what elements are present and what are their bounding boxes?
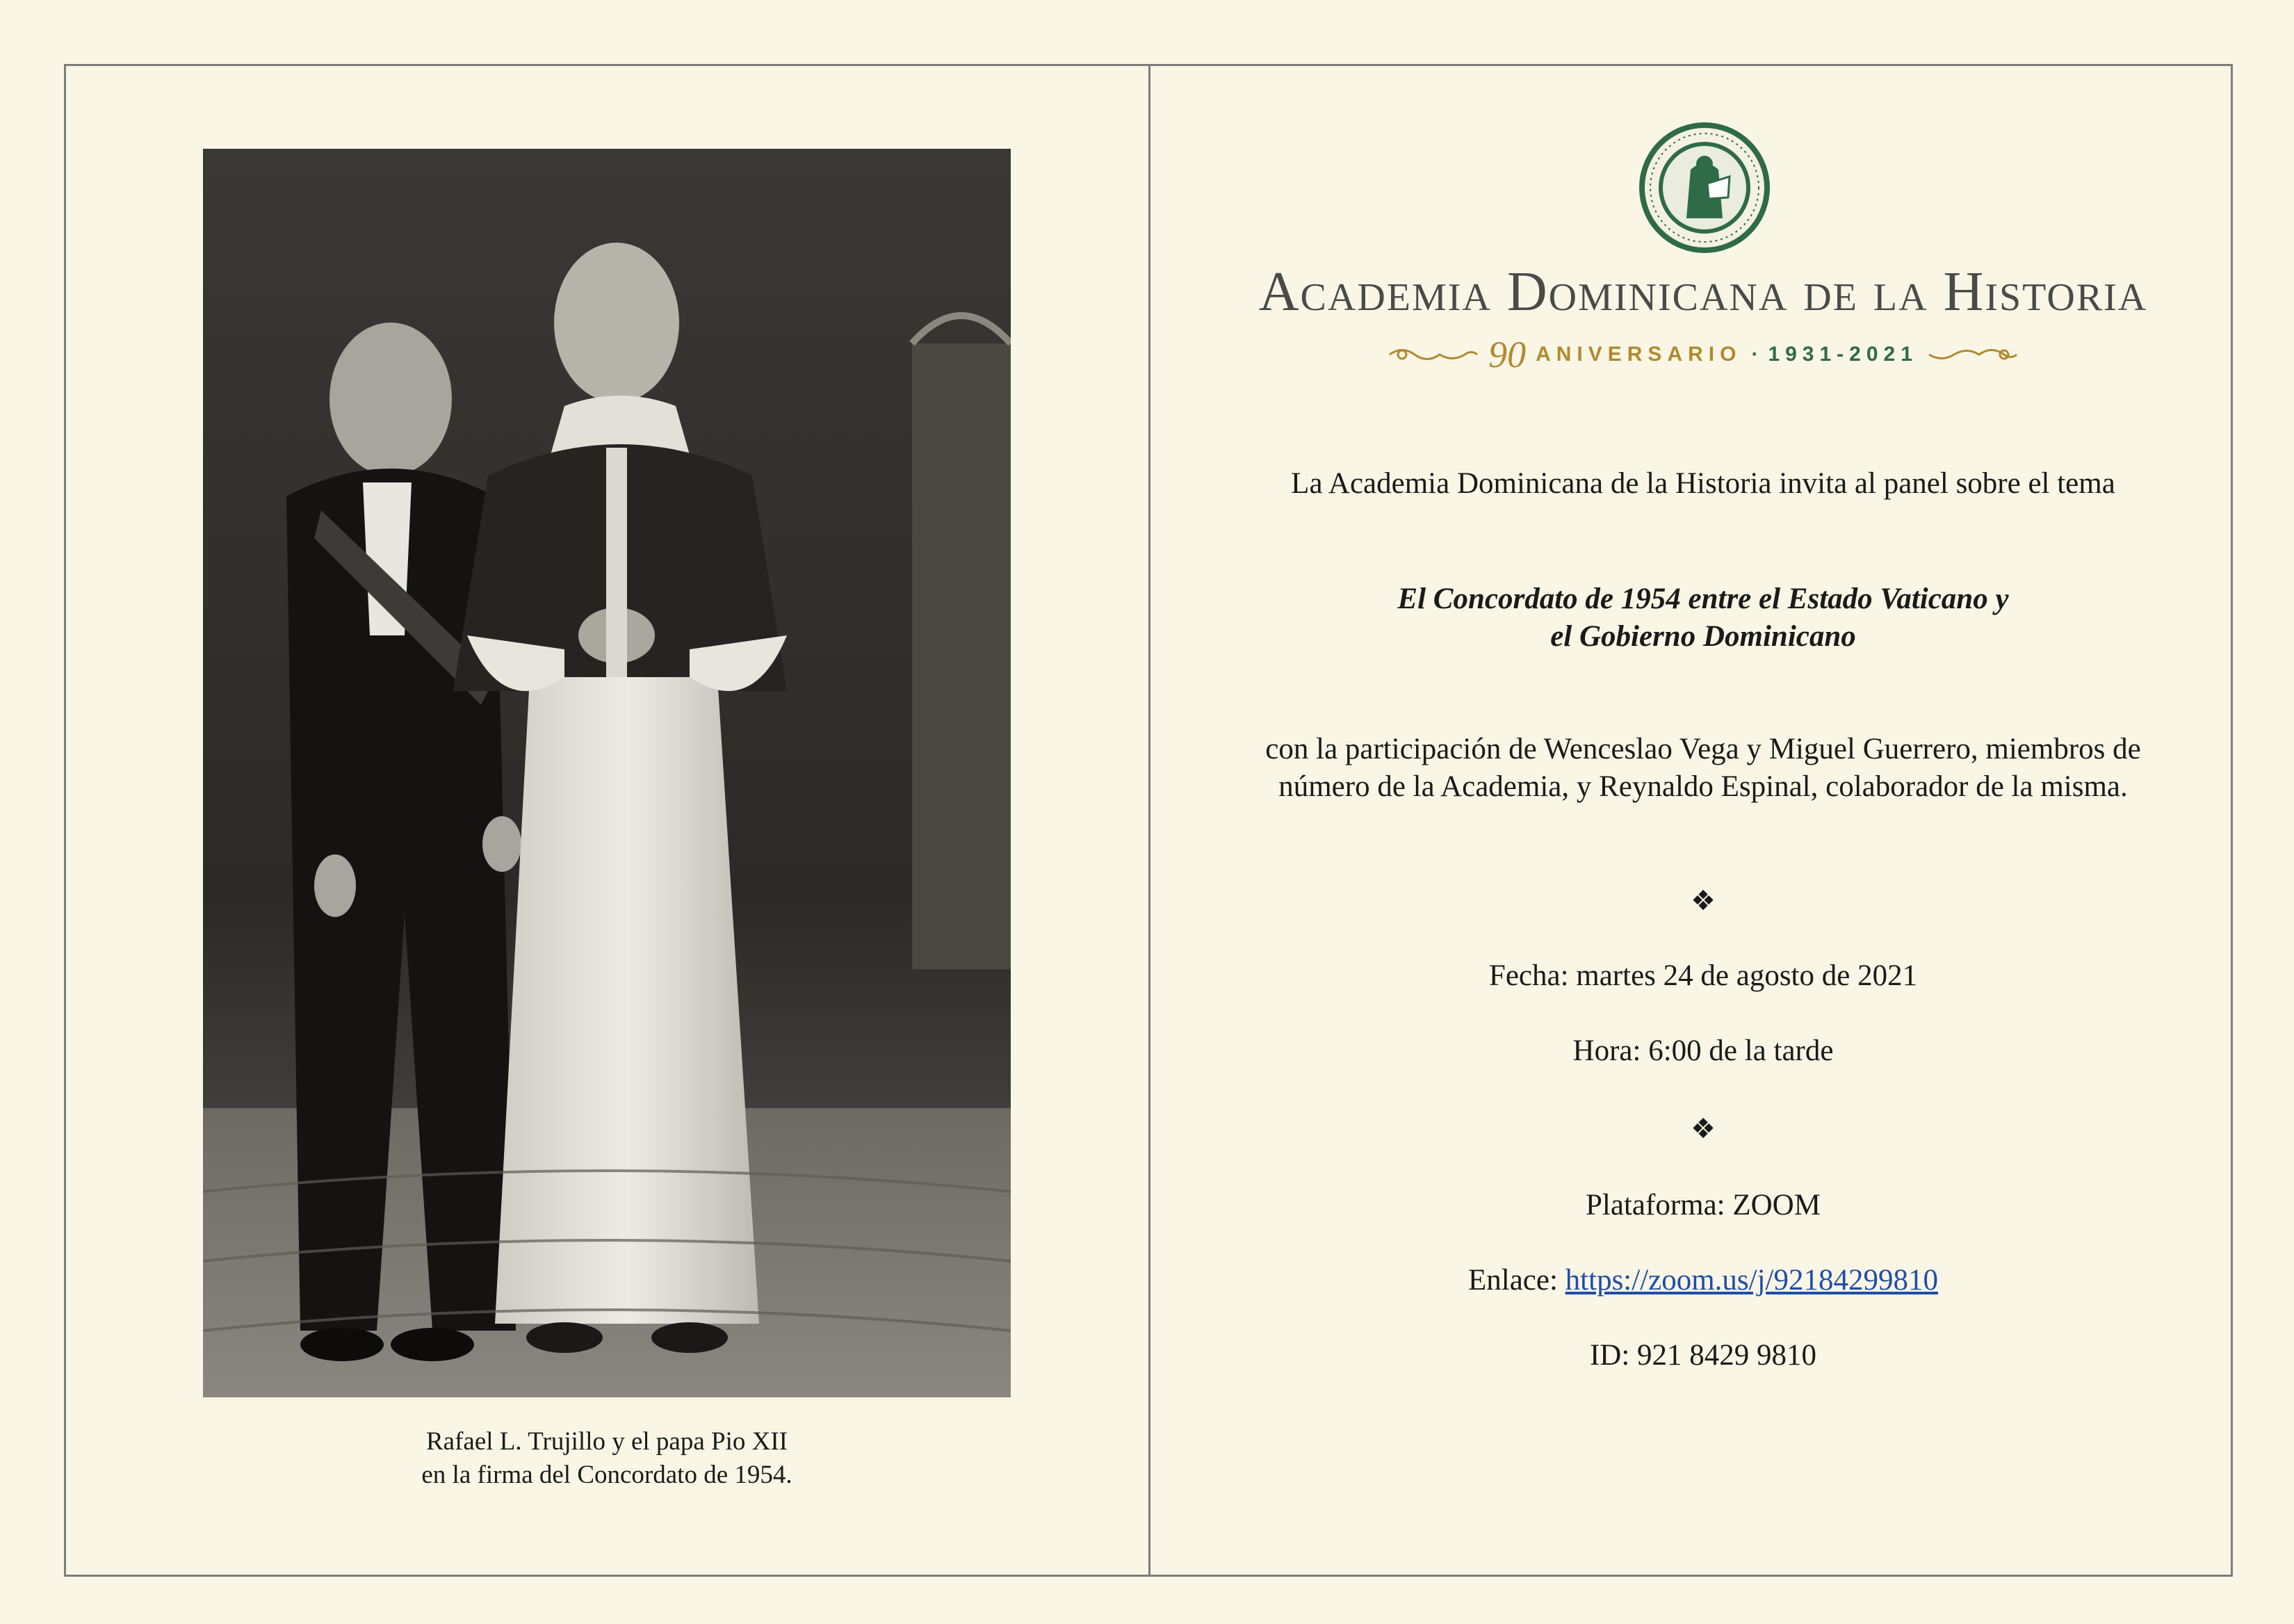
- anniversary-separator: ·: [1751, 343, 1759, 366]
- flourish-icon: [1388, 344, 1479, 365]
- diamond-ornament-icon: ❖: [1691, 885, 1716, 917]
- panel-title-line-1: El Concordato de 1954 entre el Estado Vaticano y: [1397, 583, 2009, 615]
- intro-text: La Academia Dominicana de la Historia invita al panel sobre el tema: [1291, 467, 2115, 500]
- photo-caption: [203, 1425, 1011, 1492]
- participants-line-2: número de la Academia, y Reynaldo Espinal, colaborador de la misma.: [1278, 770, 2128, 803]
- anniversary-years: 1931-2021: [1768, 343, 1918, 366]
- academy-name: Academia Dominicana de la Historia: [1258, 261, 2148, 323]
- anniversary-number: 90: [1488, 334, 1527, 375]
- anniversary-banner: [1362, 334, 2044, 375]
- event-link-row: [1196, 1261, 2211, 1300]
- caption-line-2: en la firma del Concordato de 1954.: [421, 1461, 792, 1489]
- link-label: Enlace:: [1468, 1264, 1565, 1297]
- diamond-ornament-icon: ❖: [1691, 1113, 1716, 1145]
- caption-line-1: Rafael L. Trujillo y el papa Pio XII: [426, 1427, 788, 1456]
- panel-divider: [1148, 64, 1150, 1577]
- anniversary-word: ANIVERSARIO: [1536, 343, 1742, 366]
- seal-logo: [1638, 121, 1771, 254]
- flourish-icon: [1928, 344, 2018, 365]
- meeting-id: ID: 921 8429 9810: [1589, 1339, 1817, 1372]
- participants-line-1: con la participación de Wenceslao Vega y Miguel Guerrero, miembros de: [1265, 733, 2141, 765]
- historic-photo: [203, 149, 1011, 1397]
- event-time: Hora: 6:00 de la tarde: [1572, 1034, 1834, 1067]
- panel-title-line-2: el Gobierno Dominicano: [1550, 620, 1856, 653]
- event-platform: Plataforma: ZOOM: [1586, 1189, 1821, 1221]
- event-date: Fecha: martes 24 de agosto de 2021: [1488, 959, 1918, 992]
- zoom-link[interactable]: https://zoom.us/j/92184299810: [1565, 1264, 1938, 1297]
